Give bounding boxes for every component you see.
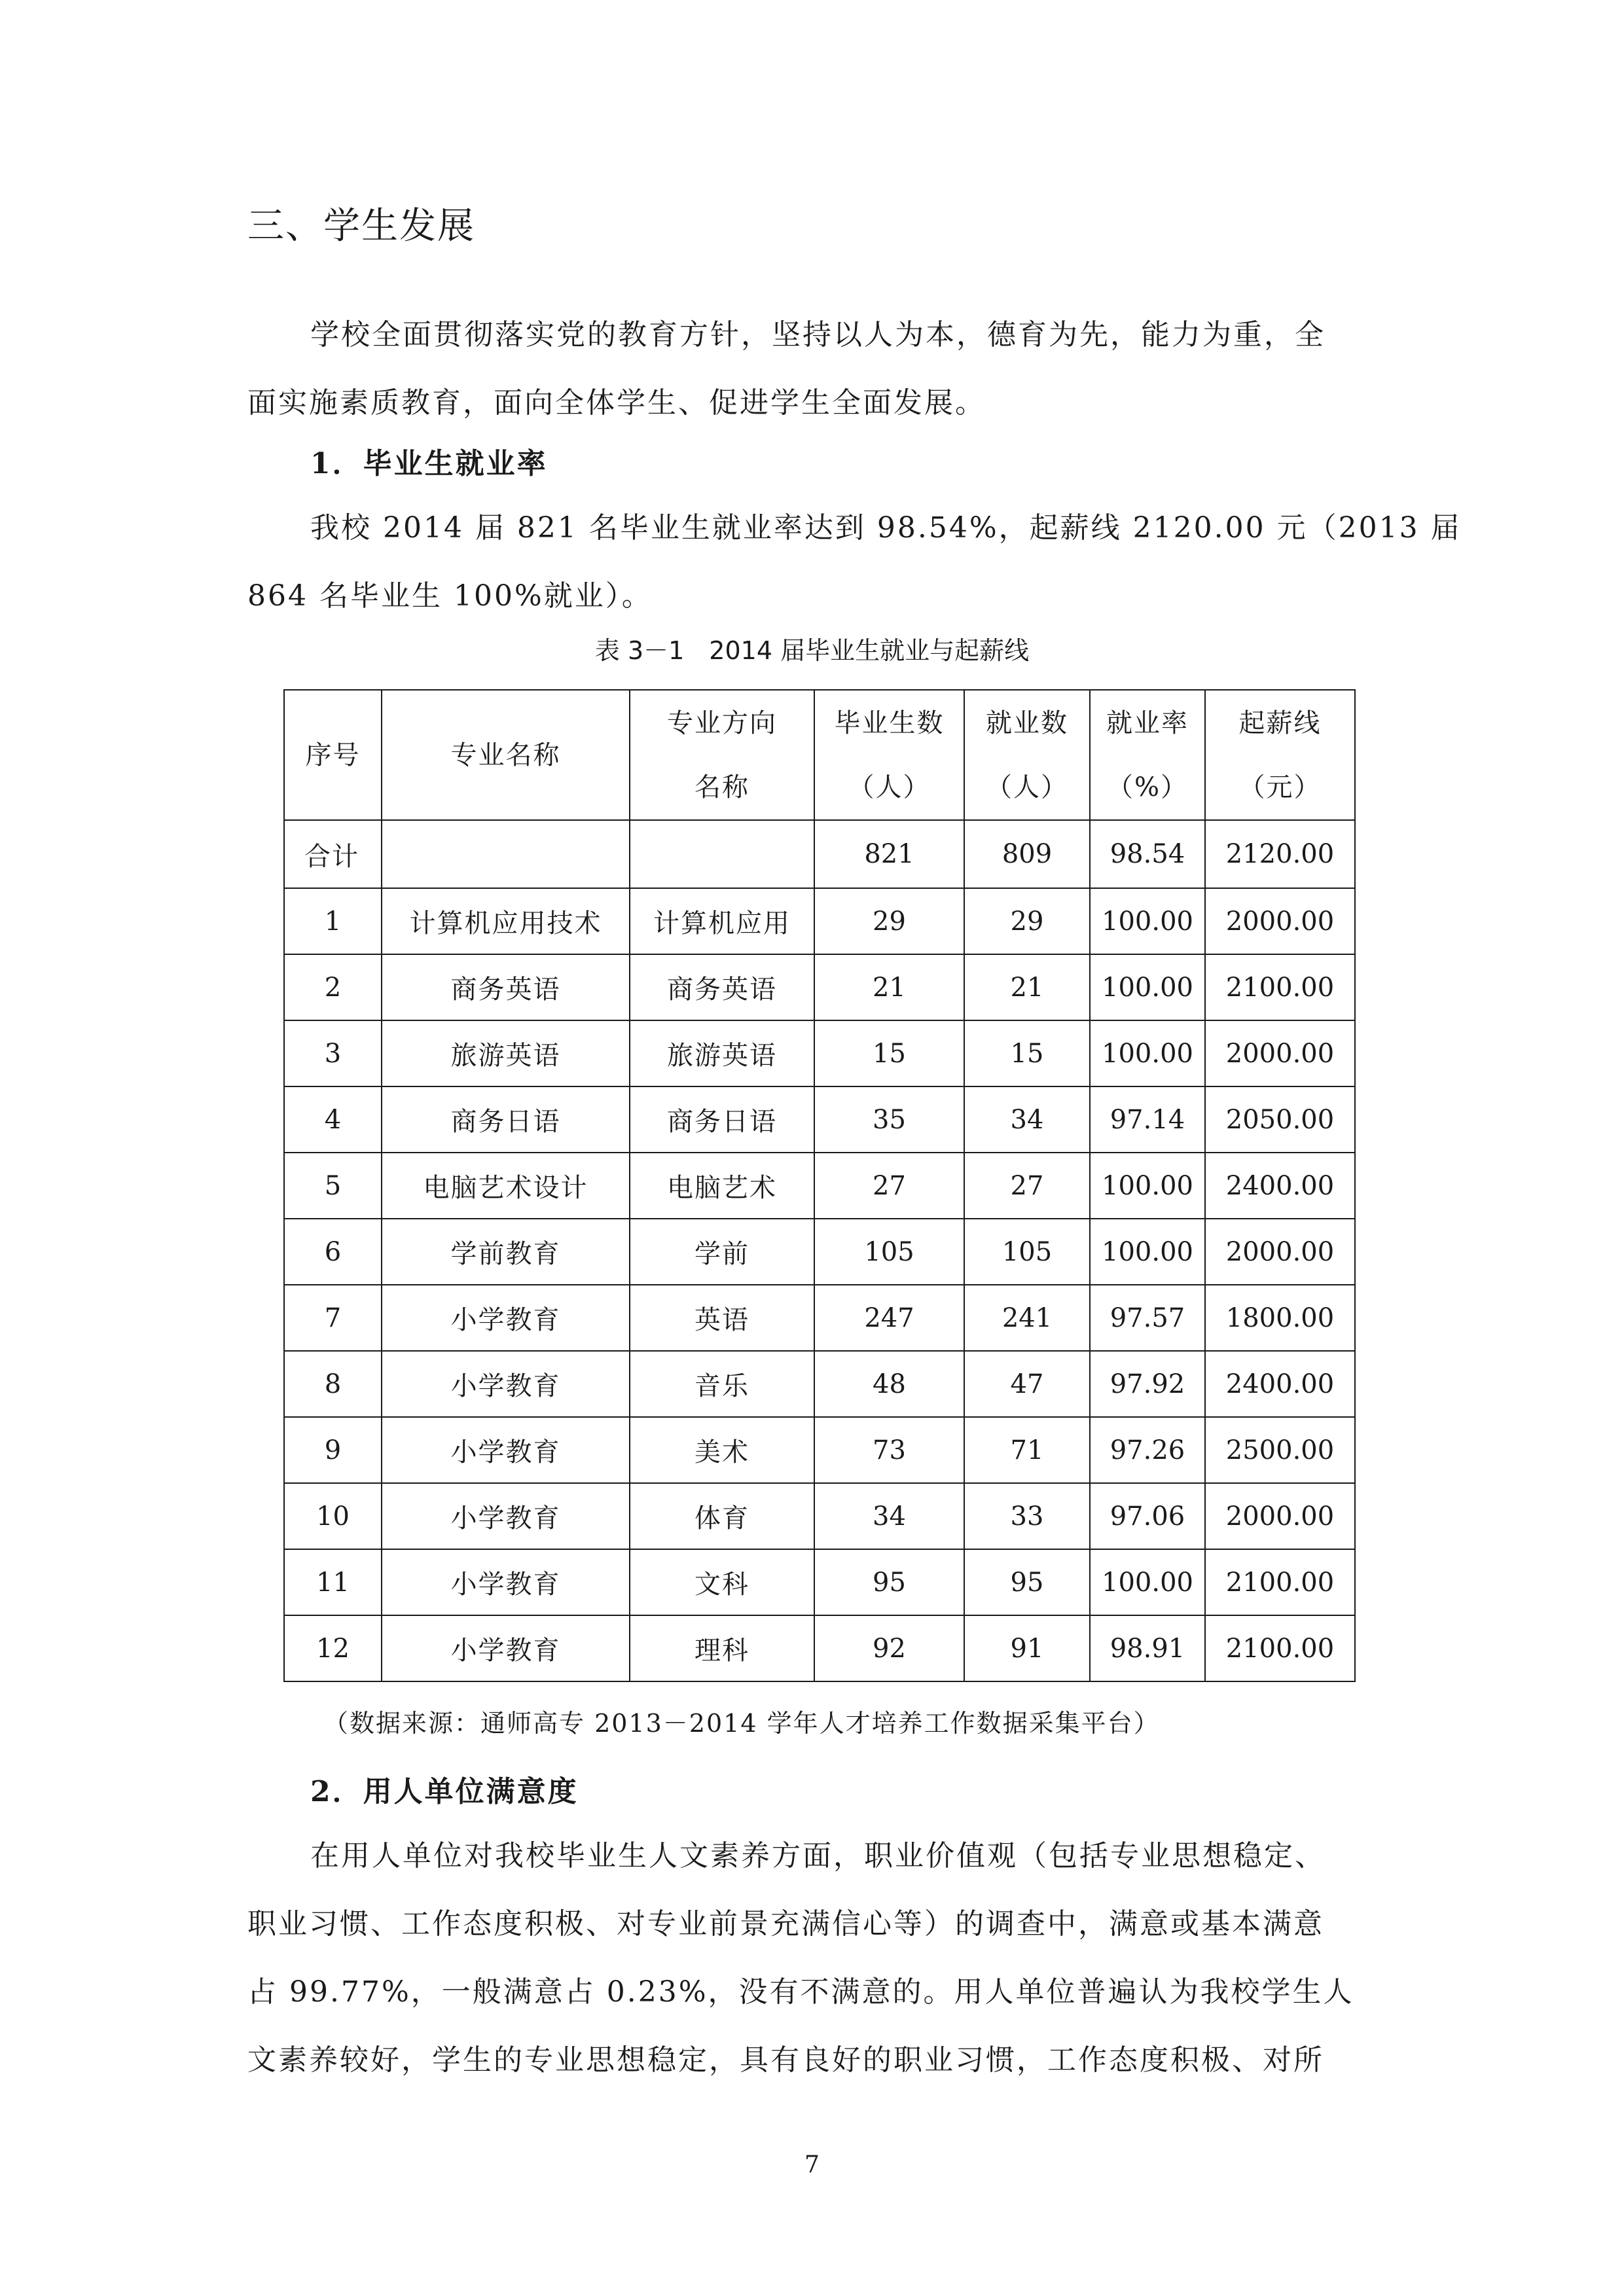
cell-rate: 97.14 [1090,1086,1205,1153]
satisfaction-line-2: 职业习惯、工作态度积极、对专业前景充满信心等）的调查中，满意或基本满意 [247,1907,1324,1941]
subsection-2-heading: 2．用人单位满意度 [310,1775,579,1808]
total-major [382,820,630,888]
header-direction: 专业方向 名称 [630,690,814,820]
cell-employed: 95 [964,1549,1090,1615]
cell-rate: 97.92 [1090,1351,1205,1417]
subsection-1-heading: 1．毕业生就业率 [310,447,548,480]
cell-direction: 商务日语 [630,1086,814,1153]
cell-major: 旅游英语 [382,1020,630,1086]
cell-direction: 计算机应用 [630,888,814,954]
cell-major: 小学教育 [382,1549,630,1615]
cell-rate: 100.00 [1090,1153,1205,1219]
cell-graduates: 35 [814,1086,964,1153]
cell-direction: 音乐 [630,1351,814,1417]
intro-line-1: 学校全面贯彻落实党的教育方针，坚持以人为本，德育为先，能力为重，全 [310,318,1326,351]
cell-no: 6 [284,1219,382,1285]
table-row [284,1020,1355,1086]
cell-major: 电脑艺术设计 [382,1153,630,1219]
cell-rate: 100.00 [1090,954,1205,1020]
cell-salary: 2500.00 [1205,1417,1355,1483]
cell-no: 4 [284,1086,382,1153]
cell-employed: 33 [964,1483,1090,1549]
cell-direction: 电脑艺术 [630,1153,814,1219]
cell-no: 1 [284,888,382,954]
data-source-note: （数据来源：通师高专 2013－2014 学年人才培养工作数据采集平台） [323,1709,1160,1738]
table-row [284,1615,1355,1681]
total-salary: 2120.00 [1205,820,1355,888]
cell-salary: 2000.00 [1205,1020,1355,1086]
cell-graduates: 247 [814,1285,964,1351]
cell-rate: 100.00 [1090,888,1205,954]
cell-no: 12 [284,1615,382,1681]
table-total-row [284,820,1355,888]
total-graduates: 821 [814,820,964,888]
cell-major: 小学教育 [382,1285,630,1351]
satisfaction-line-4: 文素养较好，学生的专业思想稳定，具有良好的职业习惯，工作态度积极、对所 [247,2043,1324,2077]
cell-no: 9 [284,1417,382,1483]
cell-salary: 2400.00 [1205,1351,1355,1417]
cell-rate: 100.00 [1090,1020,1205,1086]
cell-direction: 英语 [630,1285,814,1351]
cell-major: 小学教育 [382,1615,630,1681]
intro-paragraph [247,301,1375,437]
table-header-row [284,690,1355,820]
header-no: 序号 [284,690,382,820]
cell-graduates: 21 [814,954,964,1020]
page-number: 7 [804,2151,820,2178]
cell-graduates: 48 [814,1351,964,1417]
cell-direction: 学前 [630,1219,814,1285]
total-label: 合计 [284,820,382,888]
cell-no: 8 [284,1351,382,1417]
employment-paragraph [247,494,1462,630]
cell-employed: 91 [964,1615,1090,1681]
cell-salary: 2000.00 [1205,888,1355,954]
cell-direction: 体育 [630,1483,814,1549]
cell-major: 小学教育 [382,1351,630,1417]
satisfaction-paragraph [247,1822,1375,2094]
employment-line-2: 864 名毕业生 100%就业）。 [247,579,653,613]
cell-employed: 105 [964,1219,1090,1285]
cell-direction: 旅游英语 [630,1020,814,1086]
cell-graduates: 34 [814,1483,964,1549]
table-caption: 表 3－1 2014 届毕业生就业与起薪线 [594,636,1030,665]
header-salary: 起薪线 （元） [1205,690,1355,820]
cell-major: 小学教育 [382,1417,630,1483]
cell-employed: 34 [964,1086,1090,1153]
cell-rate: 97.57 [1090,1285,1205,1351]
cell-direction: 文科 [630,1549,814,1615]
total-direction [630,820,814,888]
employment-table [283,689,1356,1682]
cell-employed: 241 [964,1285,1090,1351]
cell-employed: 47 [964,1351,1090,1417]
cell-graduates: 73 [814,1417,964,1483]
total-employed: 809 [964,820,1090,888]
header-employed: 就业数 （人） [964,690,1090,820]
table-row [284,1549,1355,1615]
cell-graduates: 92 [814,1615,964,1681]
table-row [284,1086,1355,1153]
header-major: 专业名称 [382,690,630,820]
cell-no: 7 [284,1285,382,1351]
cell-rate: 97.06 [1090,1483,1205,1549]
cell-salary: 2100.00 [1205,1549,1355,1615]
intro-line-2: 面实施素质教育，面向全体学生、促进学生全面发展。 [247,386,986,420]
cell-direction: 美术 [630,1417,814,1483]
cell-no: 3 [284,1020,382,1086]
cell-major: 计算机应用技术 [382,888,630,954]
cell-graduates: 15 [814,1020,964,1086]
cell-employed: 27 [964,1153,1090,1219]
cell-graduates: 95 [814,1549,964,1615]
cell-graduates: 29 [814,888,964,954]
table-row [284,1351,1355,1417]
header-graduates: 毕业生数 （人） [814,690,964,820]
table-row [284,888,1355,954]
cell-major: 商务英语 [382,954,630,1020]
cell-rate: 100.00 [1090,1219,1205,1285]
cell-direction: 商务英语 [630,954,814,1020]
cell-rate: 100.00 [1090,1549,1205,1615]
table-row [284,1483,1355,1549]
employment-line-1: 我校 2014 届 821 名毕业生就业率达到 98.54%，起薪线 2120.00 元（2013 届 [310,511,1462,545]
cell-salary: 2100.00 [1205,1615,1355,1681]
cell-salary: 2100.00 [1205,954,1355,1020]
cell-rate: 98.91 [1090,1615,1205,1681]
cell-no: 5 [284,1153,382,1219]
table-row [284,954,1355,1020]
cell-employed: 71 [964,1417,1090,1483]
satisfaction-line-1: 在用人单位对我校毕业生人文素养方面，职业价值观（包括专业思想稳定、 [310,1839,1326,1873]
cell-major: 商务日语 [382,1086,630,1153]
cell-salary: 2000.00 [1205,1483,1355,1549]
cell-employed: 29 [964,888,1090,954]
header-rate: 就业率 （%） [1090,690,1205,820]
cell-no: 2 [284,954,382,1020]
cell-salary: 1800.00 [1205,1285,1355,1351]
cell-no: 11 [284,1549,382,1615]
cell-rate: 97.26 [1090,1417,1205,1483]
cell-graduates: 105 [814,1219,964,1285]
cell-employed: 15 [964,1020,1090,1086]
cell-major: 学前教育 [382,1219,630,1285]
satisfaction-line-3: 占 99.77%，一般满意占 0.23%，没有不满意的。用人单位普遍认为我校学生人 [247,1975,1354,2009]
cell-employed: 21 [964,954,1090,1020]
total-rate: 98.54 [1090,820,1205,888]
cell-salary: 2050.00 [1205,1086,1355,1153]
cell-direction: 理科 [630,1615,814,1681]
section-title: 三、学生发展 [247,205,475,247]
cell-major: 小学教育 [382,1483,630,1549]
table-row [284,1285,1355,1351]
table-row [284,1219,1355,1285]
cell-salary: 2000.00 [1205,1219,1355,1285]
table-row [284,1153,1355,1219]
table-row [284,1417,1355,1483]
cell-salary: 2400.00 [1205,1153,1355,1219]
cell-graduates: 27 [814,1153,964,1219]
cell-no: 10 [284,1483,382,1549]
